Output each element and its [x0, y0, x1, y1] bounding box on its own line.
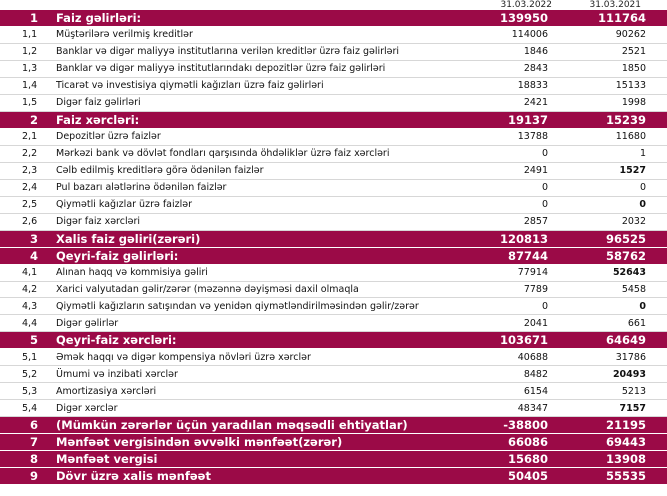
value-previous: 52643: [612, 267, 646, 279]
row-label: Amortizasiya xərcləri: [56, 385, 157, 397]
section-row: [0, 332, 667, 349]
row-number: 1,3: [22, 63, 38, 75]
row-label: Depozitlər üzrə faizlər: [56, 131, 161, 143]
value-current: 18833: [517, 80, 548, 92]
value-current: 50405: [507, 469, 548, 484]
row-label: Ümumi və inzibati xərclər: [56, 368, 178, 380]
value-current: 19137: [507, 112, 548, 127]
row-label: Əmək haqqı və digər kompensiya növləri üzrə xərclər: [56, 351, 311, 363]
value-previous: 0: [639, 300, 646, 312]
value-previous: 0: [639, 199, 646, 211]
value-current: 2421: [523, 97, 548, 109]
row-label: Ticarət və investisiya qiymətli kağızları üzrə faiz gəlirləri: [56, 80, 324, 92]
row-number: 9: [30, 469, 39, 484]
row-number: 4,3: [22, 300, 38, 312]
row-label: Banklar və digər maliyyə institutlarındakı depozitlər üzrə faiz gəlirləri: [56, 63, 386, 75]
value-previous: 69443: [605, 435, 646, 450]
table-row: [0, 197, 667, 214]
value-current: 87744: [507, 248, 548, 263]
table-row: [0, 315, 667, 332]
table-row: [0, 349, 667, 366]
value-current: 2041: [523, 317, 548, 329]
row-label: Banklar və digər maliyyə institutlarına verilən kreditlər üzrə faiz gəlirləri: [56, 46, 400, 58]
row-label: Mərkəzi bank və dövlət fondları qarşısında öhdəliklər üzrə faiz xərcləri: [56, 148, 390, 160]
value-current: 15680: [507, 452, 548, 467]
value-previous: 2521: [621, 46, 646, 58]
table-row: [0, 265, 667, 282]
row-number: 5,4: [22, 402, 38, 414]
row-number: 4,2: [22, 283, 38, 295]
row-label: Mənfəət vergisi: [56, 452, 158, 467]
row-number: 3: [30, 231, 39, 246]
row-number: 2,3: [22, 165, 38, 177]
value-current: 2843: [523, 63, 548, 75]
row-label: Qiymətli kağızlar üzrə faizlər: [56, 199, 193, 211]
value-current: 0: [541, 182, 548, 194]
row-label: Qeyri-faiz xərcləri:: [56, 333, 177, 348]
value-current: 0: [541, 199, 548, 211]
table-row: [0, 27, 667, 44]
row-number: 6: [30, 418, 39, 433]
value-current: 2857: [523, 216, 548, 228]
value-previous: 661: [627, 317, 646, 329]
table-row: [0, 95, 667, 112]
table-row: [0, 146, 667, 163]
table-row: [0, 383, 667, 400]
column-header-current-date: 31.03.2022: [500, 0, 552, 10]
row-number: 2,6: [22, 216, 38, 228]
row-label: Digər xərclər: [56, 402, 118, 414]
row-number: 1: [30, 10, 39, 25]
value-current: 103671: [499, 333, 548, 348]
row-label: Faiz xərcləri:: [56, 112, 140, 127]
value-previous: 31786: [615, 351, 646, 363]
value-previous: 58762: [605, 248, 646, 263]
row-number: 4: [30, 248, 39, 263]
section-row: [0, 10, 667, 27]
value-previous: 1850: [621, 63, 646, 75]
value-previous: 90262: [615, 29, 646, 41]
value-previous: 15239: [605, 112, 646, 127]
row-number: 1,1: [22, 29, 38, 41]
value-current: 40688: [517, 351, 548, 363]
row-label: (Mümkün zərərlər üçün yaradılan məqsədli ehtiyatlar): [56, 418, 408, 433]
value-current: 1846: [523, 46, 548, 58]
table-row: [0, 298, 667, 315]
row-label: Digər gəlirlər: [56, 317, 119, 329]
value-current: 13788: [517, 131, 548, 143]
section-row: [0, 451, 667, 468]
value-current: 0: [541, 300, 548, 312]
row-label: Pul bazarı alətlərinə ödənilən faizlər: [56, 182, 227, 194]
table-row: [0, 366, 667, 383]
value-current: 120813: [499, 231, 548, 246]
value-current: 0: [541, 148, 548, 160]
value-previous: 0: [639, 182, 646, 194]
row-number: 1,4: [22, 80, 38, 92]
section-row: [0, 248, 667, 265]
value-previous: 1527: [619, 165, 646, 177]
row-number: 5,2: [22, 368, 38, 380]
value-previous: 21195: [605, 418, 646, 433]
row-label: Cəlb edilmiş kreditlərə görə ödənilən faizlər: [56, 165, 264, 177]
value-current: 66086: [507, 435, 548, 450]
row-number: 4,1: [22, 267, 38, 279]
row-number: 2,2: [22, 148, 38, 160]
value-previous: 111764: [597, 10, 646, 25]
value-previous: 20493: [612, 368, 646, 380]
row-label: Faiz gəlirləri:: [56, 10, 142, 25]
value-previous: 5458: [621, 283, 646, 295]
table-row: [0, 61, 667, 78]
value-previous: 11680: [615, 131, 646, 143]
column-header-previous-date: 31.03.2021: [589, 0, 641, 10]
section-row: [0, 417, 667, 434]
row-label: Qiymətli kağızların satışından və yenidən qiymətləndirilməsindən gəlir/zərər: [56, 300, 419, 312]
value-previous: 7157: [619, 402, 646, 414]
row-label: Qeyri-faiz gəlirləri:: [56, 248, 179, 263]
row-label: Dövr üzrə xalis mənfəət: [56, 469, 211, 484]
value-current: 6154: [523, 385, 548, 397]
value-current: 77914: [517, 267, 548, 279]
section-row: [0, 468, 667, 485]
table-row: [0, 214, 667, 231]
row-number: 5,1: [22, 351, 38, 363]
table-row: [0, 163, 667, 180]
row-label: Mənfəət vergisindən əvvəlki mənfəət(zərər): [56, 435, 343, 450]
row-label: Xarici valyutadan gəlir/zərər (məzənnə dəyişməsi daxil olmaqla: [56, 283, 359, 295]
row-number: 1,2: [22, 46, 38, 58]
value-current: -38800: [503, 418, 548, 433]
value-current: 2491: [523, 165, 548, 177]
value-previous: 15133: [615, 80, 646, 92]
value-previous: 1: [639, 148, 646, 160]
value-previous: 13908: [605, 452, 646, 467]
row-label: Xalis faiz gəliri(zərəri): [56, 231, 201, 246]
value-current: 139950: [499, 10, 548, 25]
table-row: [0, 180, 667, 197]
row-number: 2,1: [22, 131, 38, 143]
row-number: 5: [30, 333, 39, 348]
value-previous: 1998: [621, 97, 646, 109]
table-row: [0, 282, 667, 299]
row-number: 4,4: [22, 317, 38, 329]
value-previous: 5213: [621, 385, 646, 397]
table-row: [0, 78, 667, 95]
row-label: Müştərilərə verilmiş kreditlər: [56, 29, 193, 41]
row-number: 7: [30, 435, 39, 450]
row-number: 2: [30, 112, 39, 127]
table-row: [0, 129, 667, 146]
table-row: [0, 400, 667, 417]
value-previous: 96525: [605, 231, 646, 246]
row-label: Digər faiz gəlirləri: [56, 97, 141, 109]
column-header-row: [0, 0, 667, 10]
value-current: 48347: [517, 402, 548, 414]
value-previous: 2032: [621, 216, 646, 228]
row-number: 2,4: [22, 182, 38, 194]
section-row: [0, 434, 667, 451]
row-label: Alınan haqq və kommisiya gəliri: [56, 267, 208, 279]
value-current: 8482: [523, 368, 548, 380]
value-current: 114006: [511, 29, 548, 41]
value-previous: 55535: [605, 469, 646, 484]
row-number: 1,5: [22, 97, 38, 109]
section-row: [0, 231, 667, 248]
row-number: 2,5: [22, 199, 38, 211]
row-number: 8: [30, 452, 39, 467]
section-row: [0, 112, 667, 129]
value-current: 7789: [523, 283, 548, 295]
row-label: Digər faiz xərcləri: [56, 216, 140, 228]
table-body: [0, 10, 667, 485]
value-previous: 64649: [605, 333, 646, 348]
table-row: [0, 44, 667, 61]
row-number: 5,3: [22, 385, 38, 397]
